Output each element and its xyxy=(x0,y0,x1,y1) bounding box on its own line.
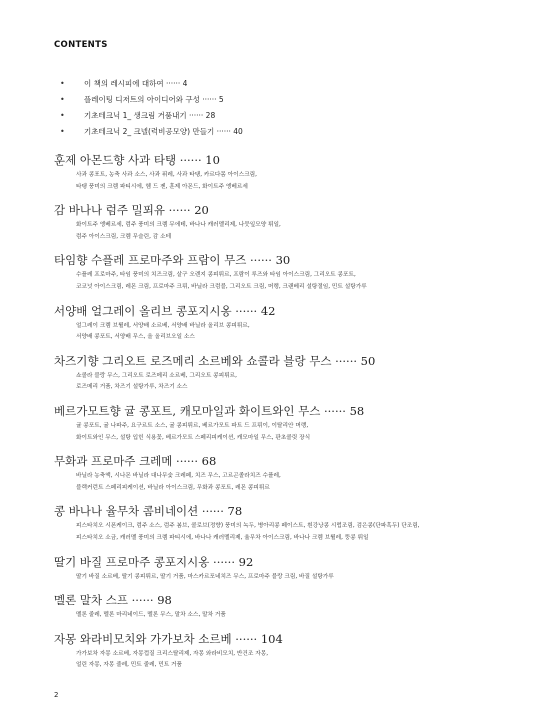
recipe-entry xyxy=(54,452,524,494)
intro-item-text: 이 책의 레시피에 대하여 ······ 4 xyxy=(84,79,188,88)
intro-item-text: 플레이팅 디저트의 아이디어와 구성 ······ 5 xyxy=(84,95,224,104)
recipe-components: 사과 콩포트, 농축 사과 소스, 사과 퓌레, 사과 타탱, 카르다몸 아이스크림, xyxy=(76,172,257,178)
recipe-title: 자몽 와라비모치와 가가보차 소르베 ······ 104 xyxy=(54,631,283,646)
recipe-title: 서양배 얼그레이 올리브 콩포지시옹 ······ 42 xyxy=(54,303,276,318)
recipe-entry xyxy=(54,302,524,344)
intro-item-text: 기초테크닉 1_ 생크림 거품내기 ······ 28 xyxy=(84,111,216,120)
recipe-components: 타탱 풍미의 크렘 파티시에, 헴 드 젠, 훈제 아몬드, 화이트주 엥베르세 xyxy=(76,183,248,190)
recipe-title: 무화과 프로마주 크레메 ······ 68 xyxy=(54,454,217,469)
recipe-components: 화이트주 엥베르세, 럼주 풍미의 크렘 무에테, 바나나 캐러멜리제, 나뭇잎모양 튀일, xyxy=(76,222,281,229)
recipe-entry xyxy=(54,402,524,444)
recipe-components: 바닐라 농축액, 시나몬 바닐라 대나무숯 크레페, 치즈 무스, 고르곤졸라치즈 수플레, xyxy=(76,473,281,480)
recipe-title: 타임향 수플레 프로마주와 프람이 무즈 ······ 30 xyxy=(54,253,291,268)
recipe-title: 훈제 아몬드향 사과 타탱 ······ 10 xyxy=(54,153,220,167)
recipe-title: 감 바나나 럼주 밀푀유 ······ 20 xyxy=(54,203,209,218)
recipe-components: 블랙커런트 스페리피케이션, 바닐라 아이스크림, 무화과 콩포트, 레몬 콩피튀르 xyxy=(76,484,270,491)
recipe-sections xyxy=(54,151,524,680)
recipe-components: 코코넛 아이스크림, 레몬 크림, 프로마주 크뤼, 바닐라 크럼블, 그리오트 크림, 머랭, 크랜베리 설탕절임, 민트 설탕가루 xyxy=(76,283,367,290)
recipe-components: 귤 콩포트, 귤 나파주, 요구르트 소스, 귤 콩피튀르, 베르가모트 파트 드 프뤼이, 이탈리안 머랭, xyxy=(76,422,309,429)
recipe-components: 서양배 콩포트, 서양배 무스, 올 올리브오일 소스 xyxy=(76,334,195,341)
recipe-entry xyxy=(54,201,524,243)
recipe-entry xyxy=(54,502,524,544)
recipe-entry xyxy=(54,352,524,394)
bullet-icon: • xyxy=(60,95,65,104)
recipe-entry xyxy=(54,151,524,193)
recipe-components: 가가보차 자몽 소르베, 자몽껍질 크리스탈리제, 자몽 와라비모치, 반건조 자몽, xyxy=(76,650,269,657)
recipe-components: 로즈메리 거품, 차즈기 설탕가루, 차즈기 소스 xyxy=(76,384,188,391)
bullet-icon: • xyxy=(60,79,65,88)
intro-item-text: 기초테크닉 2_ 크넬(럭비공모양) 만들기 ······ 40 xyxy=(84,127,243,136)
recipe-components: 멜론 줄레, 멜론 마리네이드, 멜론 무스, 말차 소스, 말차 거품 xyxy=(76,612,226,619)
recipe-components: 피스타치오 소금, 캐러멜 풍미의 크렘 파티시에, 바나나 캐러멜리제, 율무차 아이스크림, 바나나 크렘 브륄레, 뚱콩 튀일 xyxy=(76,534,369,541)
recipe-components: 피스타치오 시폰케이크, 럼주 소스, 럼주 봄브, 콜로브(정향) 풍미의 녹두, 병아리콩 페이스트, 흰강낭콩 시럽조림, 검은콩(단파흑두) 단조림, xyxy=(76,523,420,530)
recipe-title: 차즈기향 그리오트 로즈메리 소르베와 쇼콜라 블랑 무스 ······ 50 xyxy=(54,353,376,368)
recipe-title: 베르가모트향 귤 콩포트, 캐모마일과 화이트와인 무스 ······ 58 xyxy=(54,403,365,418)
bullet-icon: • xyxy=(60,127,65,136)
recipe-components: 수플레 프로마주, 타임 풍미의 치즈크림, 살구 오렌지 콩피튀르, 프람이 루즈와 타임 아이스크림, 그리오트 콩포트, xyxy=(76,272,356,279)
page-number: 2 xyxy=(54,691,59,699)
recipe-components: 쇼콜라 블랑 무스, 그리오트 로즈메리 소르베, 그리오트 콩피튀르, xyxy=(76,372,237,379)
recipe-title: 콩 바나나 율무차 콤비네이션 ······ 78 xyxy=(54,504,243,519)
recipe-components: 얼그레이 크렘 브륄레, 서양배 소르베, 서양배 바닐라 올리브 콩피튀르, xyxy=(76,322,250,329)
recipe-entry xyxy=(54,591,524,622)
page-heading: CONTENTS xyxy=(54,40,108,50)
recipe-title: 딸기 바질 프로마주 콩포지시옹 ······ 92 xyxy=(54,554,254,569)
recipe-entry xyxy=(54,251,524,293)
recipe-entry xyxy=(54,630,524,672)
bullet-icon: • xyxy=(60,111,65,120)
recipe-components: 얼린 자몽, 자몽 줄레, 민트 줄레, 민트 거품 xyxy=(76,662,182,669)
recipe-components: 딸기 바질 소르베, 딸기 콩피튀르, 딸기 거품, 마스카르포네치즈 무스, 프로마주 블랑 크림, 바질 설탕가루 xyxy=(76,573,334,580)
recipe-title: 멜론 말차 스프 ······ 98 xyxy=(54,593,172,608)
recipe-components: 럼주 아이스크림, 크렘 무슬린, 감 소테 xyxy=(76,233,172,240)
recipe-entry xyxy=(54,553,524,584)
recipe-components: 화이트와인 무스, 설탕 입힌 식용꽃, 베르가모트 스페리피케이션, 캐모마일 무스, 판초콜릿 장식 xyxy=(76,434,311,441)
